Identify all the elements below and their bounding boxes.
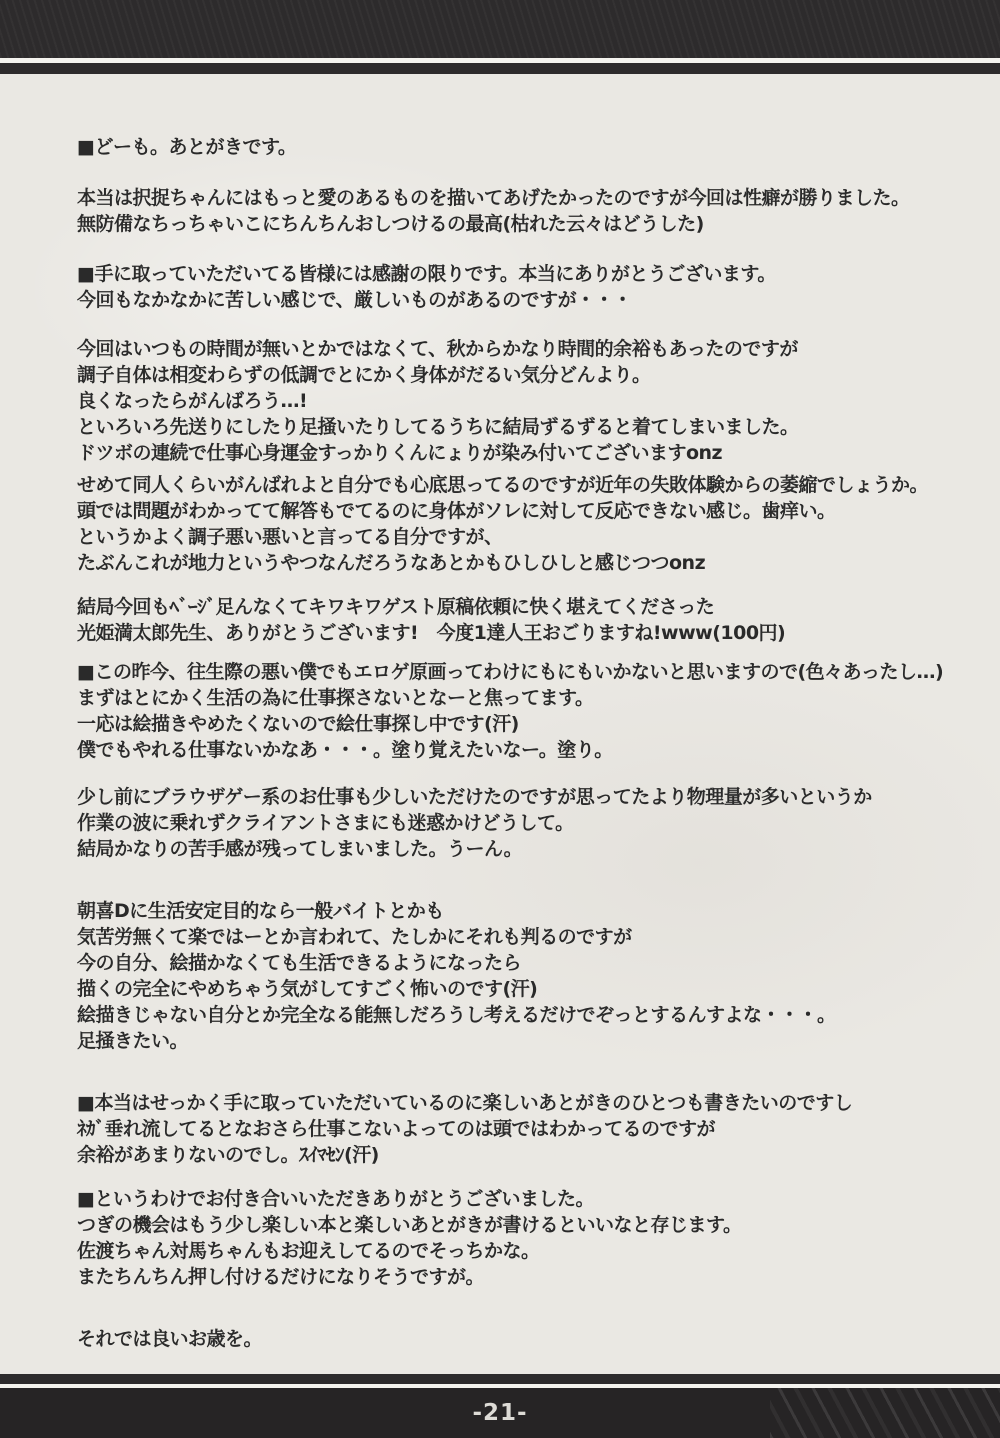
text-line: といろいろ先送りにしたり足掻いたりしてるうちに結局ずるずると着てしまいました。 (77, 416, 799, 438)
paragraph (77, 784, 970, 862)
text-line: 一応は絵描きやめたくないので絵仕事探し中です(汗) (77, 713, 519, 735)
text-line: ■この昨今、往生際の悪い僕でもエロゲ原画ってわけにもにもいかないと思いますので(色々あったし…) (77, 661, 944, 683)
text-line: 無防備なちっちゃいこにちんちんおしつけるの最高(枯れた云々はどうした) (77, 213, 704, 235)
paragraph (77, 261, 970, 313)
text-line: 足掻きたい。 (77, 1030, 189, 1052)
paragraph (77, 1186, 970, 1290)
text-line: ■本当はせっかく手に取っていただいているのに楽しいあとがきのひとつも書きたいのですし (77, 1092, 853, 1114)
text-line: ﾈｶﾞ垂れ流してるとなおさら仕事こないよってのは頭ではわかってるのですが (77, 1118, 716, 1140)
text-line: 今の自分、絵描かなくても生活できるようになったら (77, 952, 522, 974)
text-line: 余裕があまりないのでし。ｽｲﾏｾﾝ(汗) (77, 1144, 379, 1166)
text-line: 朝喜Dに生活安定目的なら一般バイトとかも (77, 900, 444, 922)
paragraph (77, 594, 970, 646)
text-line: せめて同人くらいがんばれよと自分でも心底思ってるのですが近年の失敗体験からの萎縮でしょうか。 (77, 474, 929, 496)
text-line: まずはとにかく生活の為に仕事探さないとなーと焦ってます。 (77, 687, 594, 709)
text-line: 描くの完全にやめちゃう気がしてすごく怖いのです(汗) (77, 978, 538, 1000)
text-line: 僕でもやれる仕事ないかなあ・・・。塗り覚えたいなー。塗り。 (77, 739, 613, 761)
paragraph (77, 1326, 970, 1352)
text-line: 本当は択捉ちゃんにはもっと愛のあるものを描いてあげたかったのですが今回は性癖が勝りました。 (77, 187, 910, 209)
text-line: ■手に取っていただいてる皆様には感謝の限りです。本当にありがとうございます。 (77, 263, 776, 285)
text-line: つぎの機会はもう少し楽しい本と楽しいあとがきが書けるといいなと存じます。 (77, 1214, 742, 1236)
text-line: またちんちん押し付けるだけになりそうですが。 (77, 1266, 485, 1288)
text-line: ドツボの連続で仕事心身運金すっかりくんにょりが染み付いてございますonz (77, 442, 723, 464)
paragraph (77, 1090, 970, 1168)
text-line: たぶんこれが地力というやつなんだろうなあとかもひしひしと感じつつonz (77, 552, 706, 574)
text-line: 結局今回もﾍﾞｰｼﾞ足んなくてキワキワゲスト原稿依頼に快く堪えてくださった (77, 596, 715, 618)
top-banner-rule (0, 63, 1000, 74)
text-line: 頭では問題がわかってて解答もでてるのに身体がソレに対して反応できない感じ。歯痒い。 (77, 500, 836, 522)
text-line: 今回はいつもの時間が無いとかではなくて、秋からかなり時間的余裕もあったのですが (77, 338, 798, 360)
text-line: ■どーも。あとがきです。 (77, 136, 297, 158)
paragraph (77, 134, 970, 160)
text-line: それでは良いお歳を。 (77, 1328, 263, 1350)
text-line: 絵描きじゃない自分とか完全なる能無しだろうし考えるだけでぞっとするんすよな・・・。 (77, 1004, 836, 1026)
footer-rule (0, 1374, 1000, 1384)
paragraph (77, 336, 970, 466)
text-line: 調子自体は相変わらずの低調でとにかく身体がだるい気分どんより。 (77, 364, 651, 386)
text-line: 結局かなりの苦手感が残ってしまいました。うーん。 (77, 838, 523, 860)
text-line: 少し前にブラウザゲー系のお仕事も少しいただけたのですが思ってたより物理量が多いというか (77, 786, 872, 808)
text-line: 気苦労無くて楽ではーとか言われて、たしかにそれも判るのですが (77, 926, 632, 948)
paragraph (77, 472, 970, 576)
paragraph (77, 185, 970, 237)
text-line: 光姫満太郎先生、ありがとうございます! 今度1達人王おごりますね!www(100円) (77, 622, 786, 644)
text-line: というかよく調子悪い悪いと言ってる自分ですが、 (77, 526, 503, 548)
text-line: 今回もなかなかに苦しい感じで、厳しいものがあるのですが・・・ (77, 289, 632, 311)
text-line: 良くなったらがんばろう…! (77, 390, 308, 412)
text-line: 佐渡ちゃん対馬ちゃんもお迎えしてるのでそっちかな。 (77, 1240, 540, 1262)
paragraph (77, 659, 970, 763)
top-banner (0, 0, 1000, 58)
paragraph (77, 898, 970, 1054)
text-line: ■というわけでお付き合いいただきありがとうございました。 (77, 1188, 594, 1210)
page-number: -21- (472, 1400, 528, 1426)
text-line: 作業の波に乗れずクライアントさまにも迷惑かけどうして。 (77, 812, 574, 834)
